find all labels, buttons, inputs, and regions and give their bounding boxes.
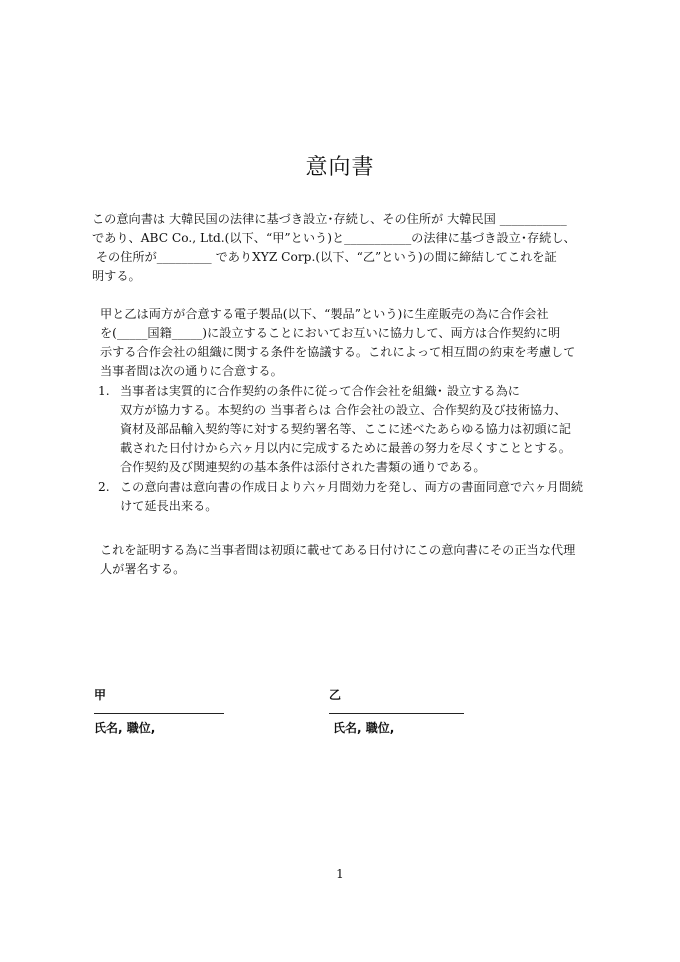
- intro-paragraph: [100, 305, 575, 381]
- clause-line: けて延長出来る。: [120, 499, 218, 513]
- party-a-signature-line: [94, 713, 224, 714]
- party-b-name-title: 氏名, 職位,: [333, 721, 395, 735]
- preamble-line: であり、ABC Co., Ltd.(以下、“甲”という)と___________の法律に基づき設立･存続し、: [92, 231, 576, 245]
- clause-line: 双方が協力する。本契約の 当事者らは 合作会社の設立、合作契約及び技術協力、: [120, 403, 567, 417]
- party-b-signature-line: [329, 713, 464, 714]
- clause-line: 合作契約及び関連契約の基本条件は添付された書類の通りである。: [120, 460, 486, 474]
- page-number: 1: [336, 867, 344, 881]
- party-a-name-title: 氏名, 職位,: [94, 721, 156, 735]
- closing-line: 人が署名する。: [100, 562, 186, 576]
- preamble-line: 明する。: [92, 269, 141, 283]
- clause-line: 当事者は実質的に合作契約の条件に従って合作会社を組織･ 設立する為に: [120, 384, 520, 398]
- preamble-line: その住所が_________ でありXYZ Corp.(以下、“乙”という)の間に締結してこれを証: [92, 250, 557, 264]
- party-b-label: 乙: [329, 688, 342, 702]
- document-title: 意向書: [305, 155, 375, 180]
- clause-line: 資材及部品輸入契約等に対する契約署名等、ここに述べたあらゆる協力は初頭に記: [120, 422, 571, 436]
- clause-number: 1.: [98, 384, 110, 398]
- preamble-line: この意向書は 大韓民国の法律に基づき設立･存続し、その住所が 大韓民国 ___________: [92, 212, 567, 226]
- intro-line: を(_____国籍_____)に設立することにおいてお互いに協力して、両方は合作契約に明: [100, 326, 561, 340]
- closing-line: これを証明する為に当事者間は初頭に載せてある日付けにこの意向書にその正当な代理: [100, 543, 576, 557]
- clause-line: 載された日付けから六ヶ月以内に完成するために最善の努力を尽くすこととする。: [120, 441, 571, 455]
- preamble-paragraph: [92, 210, 576, 286]
- clause-number: 2.: [98, 480, 110, 494]
- closing-paragraph: [100, 541, 575, 579]
- party-a-label: 甲: [94, 688, 107, 702]
- intro-line: 示する合作会社の組織に関する条件を協議する。これによって相互間の約束を考慮して: [100, 345, 576, 359]
- intro-line: 甲と乙は両方が合意する電子製品(以下、“製品”という)に生産販売の為に合作会社: [100, 307, 549, 321]
- clause-line: この意向書は意向書の作成日より六ヶ月間効力を発し、両方の書面同意で六ヶ月間続: [120, 480, 584, 494]
- intro-line: 当事者間は次の通りに合意する。: [100, 364, 283, 378]
